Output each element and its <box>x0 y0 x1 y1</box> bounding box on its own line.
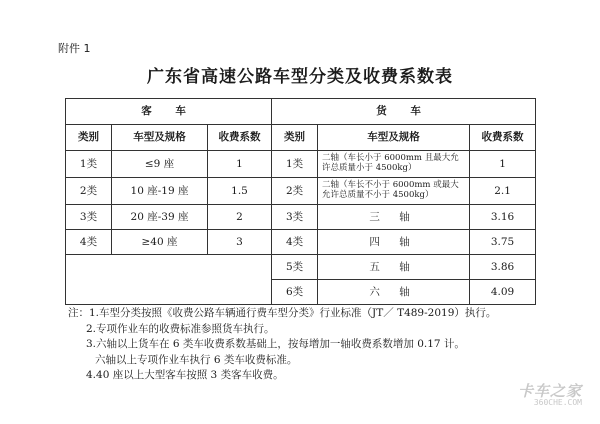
empty-passenger-cell <box>66 255 272 305</box>
passenger-model-cell: 10 座-19 座 <box>112 178 208 205</box>
passenger-class-cell: 4类 <box>66 230 112 255</box>
freight-coef-cell: 3.75 <box>470 230 536 255</box>
freight-model-cell: 三 轴 <box>318 205 470 230</box>
table-row <box>66 178 536 205</box>
passenger-coef-cell: 2 <box>208 205 272 230</box>
passenger-model-cell: ≥40 座 <box>112 230 208 255</box>
freight-model-cell: 六 轴 <box>318 280 470 305</box>
freight-model-cell: 二轴（车长小于 6000mm 且最大允许总质量小于 4500kg） <box>318 151 470 178</box>
fee-coefficient-table <box>65 98 536 305</box>
table-row <box>66 205 536 230</box>
freight-model-cell: 四 轴 <box>318 230 470 255</box>
watermark-brand: 卡车之家 <box>517 382 582 400</box>
column-header-row <box>66 125 536 151</box>
passenger-coef-cell: 1 <box>208 151 272 178</box>
passenger-class-cell: 1类 <box>66 151 112 178</box>
header-freight-class: 类别 <box>272 125 318 151</box>
header-passenger-model: 车型及规格 <box>112 125 208 151</box>
passenger-model-cell: ≤9 座 <box>112 151 208 178</box>
notes-section <box>68 306 496 384</box>
header-freight-coef: 收费系数 <box>470 125 536 151</box>
freight-class-cell: 3类 <box>272 205 318 230</box>
freight-model-cell: 二轴（车长不小于 6000mm 或最大允许总质量不小于 4500kg） <box>318 178 470 205</box>
freight-group-header: 货 车 <box>272 99 536 125</box>
header-passenger-class: 类别 <box>66 125 112 151</box>
note-line: 2.专项作业车的收费标准参照货车执行。 <box>86 322 275 335</box>
passenger-coef-cell: 1.5 <box>208 178 272 205</box>
passenger-group-header: 客 车 <box>66 99 272 125</box>
table-row <box>66 151 536 178</box>
header-freight-model: 车型及规格 <box>318 125 470 151</box>
attachment-label: 附件 1 <box>58 42 91 55</box>
freight-class-cell: 2类 <box>272 178 318 205</box>
header-passenger-coef: 收费系数 <box>208 125 272 151</box>
passenger-model-cell: 20 座-39 座 <box>112 205 208 230</box>
freight-coef-cell: 2.1 <box>470 178 536 205</box>
passenger-class-cell: 2类 <box>66 178 112 205</box>
passenger-coef-cell: 3 <box>208 230 272 255</box>
document-title: 广东省高速公路车型分类及收费系数表 <box>147 67 453 87</box>
freight-class-cell: 4类 <box>272 230 318 255</box>
note-line: 3.六轴以上货车在 6 类车收费系数基础上，按每增加一轴收费系数增加 0.17 计。 <box>86 338 465 350</box>
note-line: 注：1.车型分类按照《收费公路车辆通行费车型分类》行业标准（JT／ T489-2019）执行。 <box>68 307 497 319</box>
freight-coef-cell: 3.86 <box>470 255 536 280</box>
note-line: 六轴以上专项作业车执行 6 类车收费标准。 <box>95 353 298 366</box>
freight-class-cell: 5类 <box>272 255 318 280</box>
passenger-class-cell: 3类 <box>66 205 112 230</box>
freight-coef-cell: 3.16 <box>470 205 536 230</box>
freight-class-cell: 6类 <box>272 280 318 305</box>
freight-class-cell: 1类 <box>272 151 318 178</box>
freight-coef-cell: 1 <box>470 151 536 178</box>
freight-coef-cell: 4.09 <box>470 280 536 305</box>
watermark-url: 360CHE.COM <box>533 398 582 407</box>
group-header-row <box>66 99 536 125</box>
note-line: 4.40 座以上大型客车按照 3 类客车收费。 <box>86 369 284 381</box>
freight-model-cell: 五 轴 <box>318 255 470 280</box>
table-row <box>66 230 536 255</box>
watermark-logo <box>502 380 582 410</box>
table-row <box>66 255 536 280</box>
